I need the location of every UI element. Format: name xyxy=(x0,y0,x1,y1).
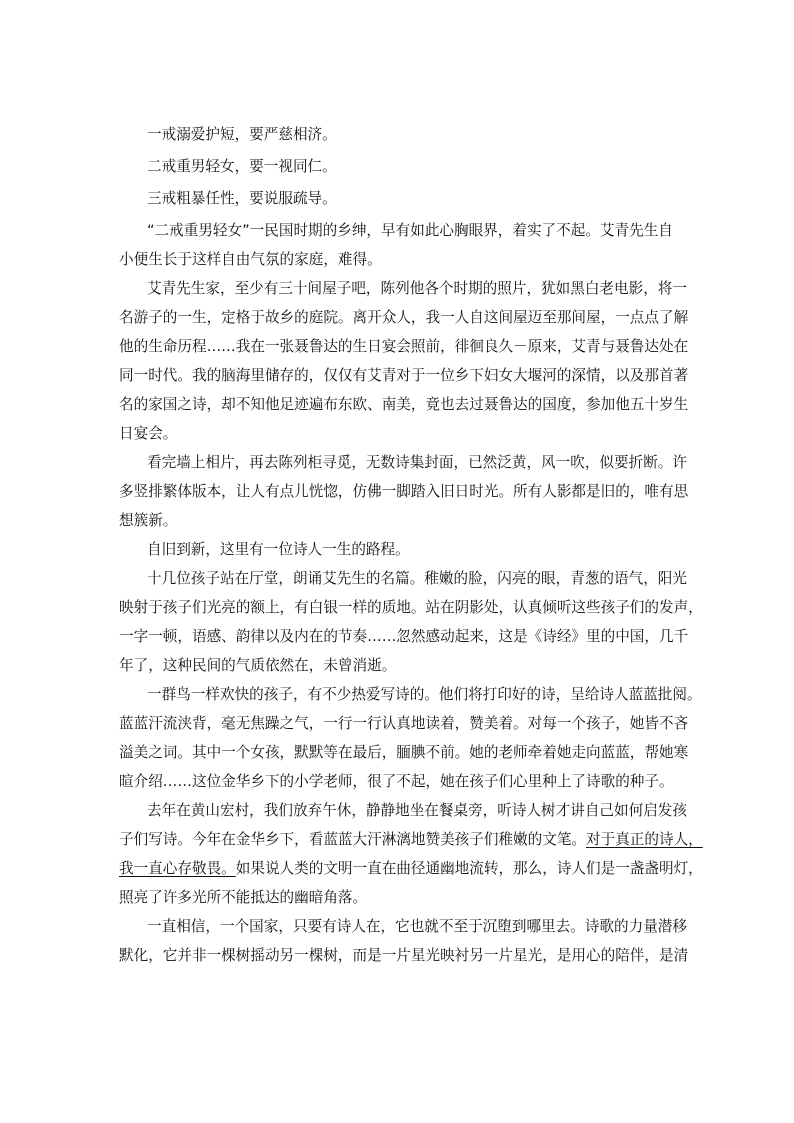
paragraph-line xyxy=(119,831,703,849)
paragraph xyxy=(119,541,683,559)
paragraph-line: 一群鸟一样欢快的孩子，有不少热爱写诗的。他们将打印好的诗，呈给诗人蓝蓝批阅。 xyxy=(147,686,702,703)
paragraph-line: 小便生长于这样自由气氛的家庭，难得。 xyxy=(119,251,382,268)
paragraph-line: 十几位孩子站在厅堂，朗诵艾先生的名篇。稚嫩的脸，闪亮的眼，青葱的语气，阳光 xyxy=(147,570,687,587)
paragraph xyxy=(119,280,689,443)
paragraph xyxy=(119,454,689,530)
paragraph-line: 他的生命历程……我在一张聂鲁达的生日宴会照前，徘徊良久－原来，艾青与聂鲁达处在 xyxy=(119,338,689,355)
paragraph xyxy=(119,686,702,791)
paragraph-line: 暄介绍……这位金华乡下的小学老师，很了不起，她在孩子们心里种上了诗歌的种子。 xyxy=(119,773,674,790)
paragraph-line: 艾青先生家，至少有三十间屋子吧，陈列他各个时期的照片，犹如黑白老电影，将一 xyxy=(147,280,687,297)
paragraph-text: 如果说人类的文明一直在曲径通幽地流转，那么，诗人们是一盏盏明灯， xyxy=(235,860,703,877)
paragraph-line: 名游子的一生，定格于故乡的庭院。离开众人，我一人自这间屋迈至那间屋，一点点了解 xyxy=(119,309,689,326)
paragraph-line: 默化，它并非一棵树摇动另一棵树，而是一片星光映衬另一片星光，是用心的陪伴，是清 xyxy=(119,947,689,964)
paragraph-line: 一直相信，一个国家，只要有诗人在，它也就不至于沉堕到哪里去。诗歌的力量潜移 xyxy=(147,918,687,935)
paragraph-line: 看完墙上相片，再去陈列柜寻觅，无数诗集封面，已然泛黄，风一吹，似要折断。许 xyxy=(147,454,687,471)
paragraph-line: 映射于孩子们光亮的额上，有白银一样的质地。站在阴影处，认真倾听这些孩子们的发声， xyxy=(119,599,703,616)
paragraph-text: 子们写诗。今年在金华乡下，看蓝蓝大汗淋漓地赞美孩子们稚嫩的文笔。 xyxy=(119,831,587,848)
rule-line: 二戒重男轻女，要一视同仁。 xyxy=(147,158,337,175)
paragraph-line: 多竖排繁体版本，让人有点儿恍惚，仿佛一脚踏入旧日时光。所有人影都是旧的，唯有思 xyxy=(119,483,689,500)
paragraph-line: 年了，这种民间的气质依然在，未曾消逝。 xyxy=(119,657,397,674)
rules-list xyxy=(119,126,683,208)
paragraph-line: 自旧到新，这里有一位诗人一生的路程。 xyxy=(147,541,410,558)
paragraph-line: 名的家国之诗，却不知他足迹遍布东欧、南美，竟也去过聂鲁达的国度，参加他五十岁生 xyxy=(119,396,689,413)
underlined-text: 我一直心存敬畏。 xyxy=(119,860,236,877)
paragraph-line xyxy=(119,860,703,878)
paragraph-line: 同一时代。我的脑海里储存的，仅仅有艾青对于一位乡下妇女大堰河的深情，以及那首著 xyxy=(119,367,689,384)
document-page xyxy=(119,126,703,976)
paragraph-line: 想簇新。 xyxy=(119,512,178,529)
paragraph xyxy=(119,570,703,675)
paragraph-line: 一字一顿，语感、韵律以及内在的节奏……忽然感动起来，这是《诗经》里的中国，几千 xyxy=(119,628,689,645)
paragraph-line: 去年在黄山宏村，我们放弃午休，静静地坐在餐桌旁，听诗人树才讲自己如何启发孩 xyxy=(147,802,687,819)
paragraph xyxy=(119,222,683,269)
paragraph-line: 蓝蓝汗流浃背，毫无焦躁之气，一行一行认真地读着，赞美着。对每一个孩子，她皆不吝 xyxy=(119,715,689,732)
paragraph-line: 溢美之词。其中一个女孩，默默等在最后，腼腆不前。她的老师牵着她走向蓝蓝，帮她寒 xyxy=(119,744,689,761)
paragraph-line: 日宴会。 xyxy=(119,425,178,442)
rule-line: 一戒溺爱护短，要严慈相济。 xyxy=(147,126,337,143)
paragraph-line: 照亮了许多光所不能抵达的幽暗角落。 xyxy=(119,889,368,906)
rule-line: 三戒粗暴任性，要说服疏导。 xyxy=(147,190,337,207)
paragraph xyxy=(119,918,689,965)
paragraph xyxy=(119,802,703,907)
paragraph-line: “二戒重男轻女”一民国时期的乡绅，早有如此心胸眼界，着实了不起。艾青先生自 xyxy=(147,222,673,239)
underlined-text: 对于真正的诗人， xyxy=(586,831,703,848)
